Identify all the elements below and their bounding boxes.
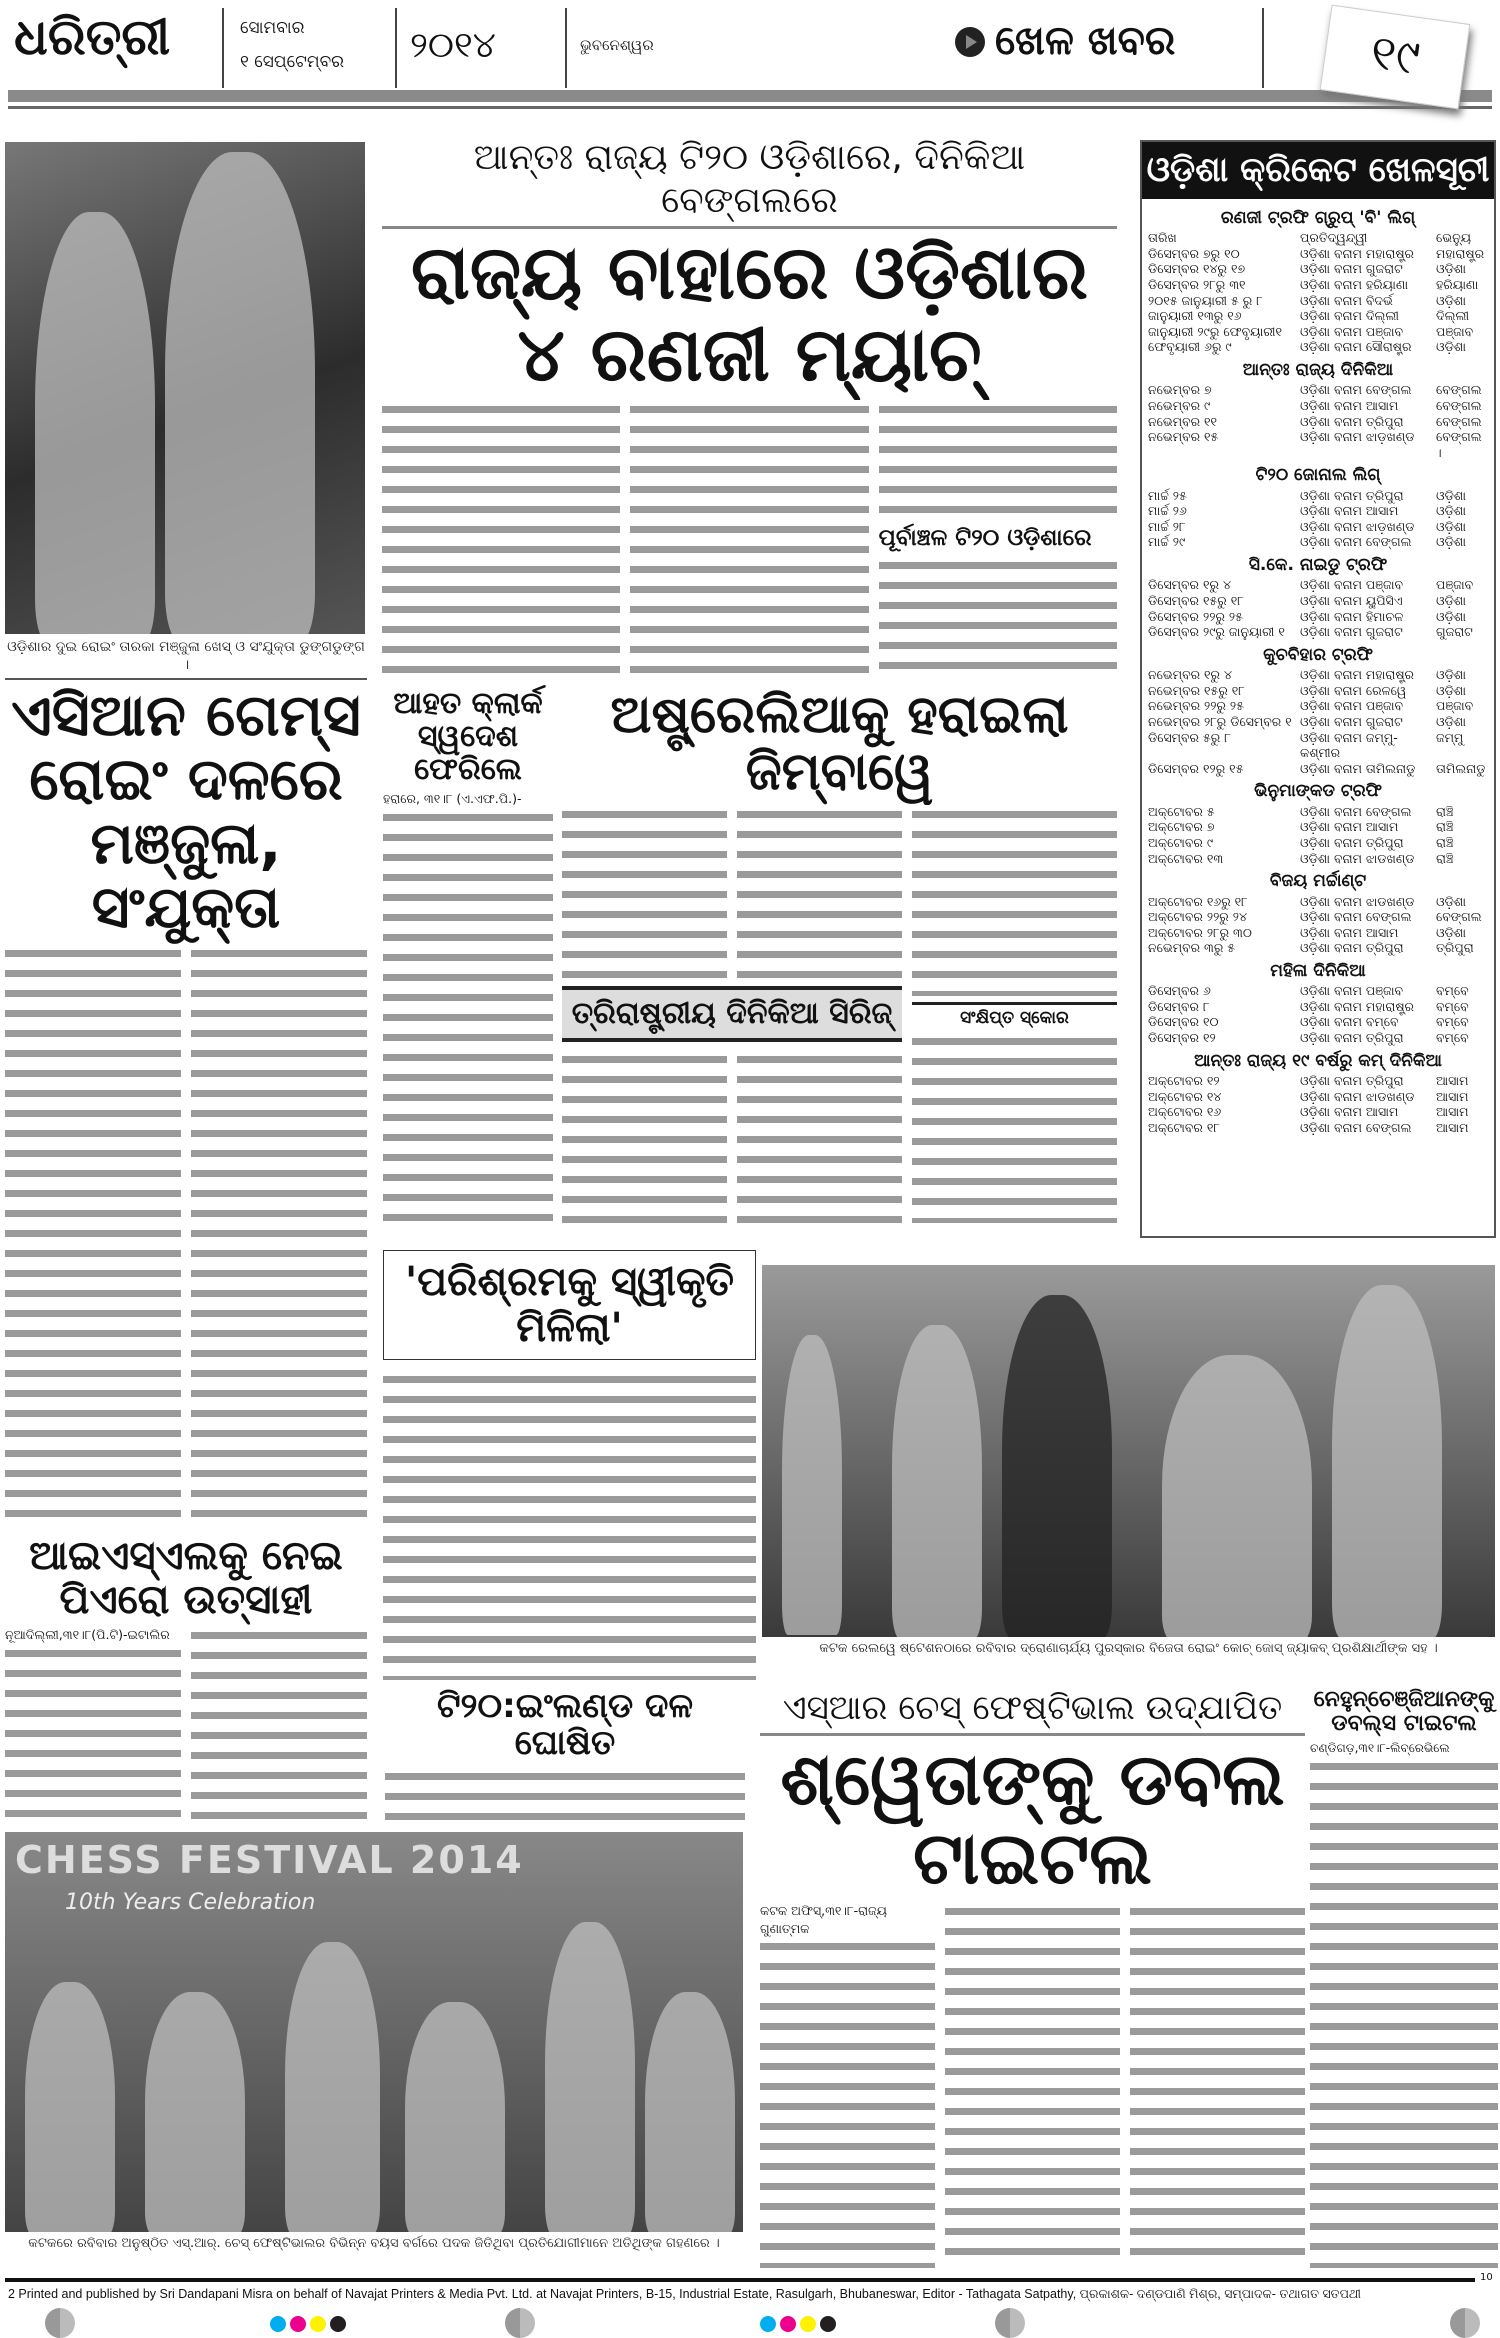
zimbabwe-story — [562, 683, 1117, 1223]
schedule-fixture: ଓଡ଼ିଶା ବନାମ ଆସାମ — [1300, 503, 1399, 519]
schedule-row — [1142, 593, 1494, 609]
schedule-date: ନଭେମ୍ବର ୧୫ — [1148, 429, 1219, 445]
schedule-venue: ଜମ୍ମୁ — [1436, 729, 1464, 745]
date: ୧ ସେପ୍ଟେମ୍ବର — [240, 52, 345, 72]
zimbabwe-body-col1b — [562, 1050, 727, 1223]
color-swatch — [310, 2316, 326, 2332]
schedule-fixture: ଓଡ଼ିଶା ବନାମ ଝାଡ଼ଖଣ୍ଡ — [1300, 429, 1415, 445]
schedule-row — [1142, 398, 1494, 414]
schedule-fixture: ଓଡ଼ିଶା ବନାମ ଆସାମ — [1300, 397, 1399, 413]
tennis-headline: ନେହୁନ୍‌ଚେଞ୍ଜିଆନଙ୍କୁ ଡବଲ୍ସ ଟାଇଟଲ — [1313, 1687, 1495, 1737]
schedule-venue: ଆସାମ — [1436, 1088, 1469, 1104]
color-swatch — [800, 2316, 816, 2332]
schedule-fixture: ଓଡ଼ିଶା ବନାମ ଝାଡଖଣ୍ଡ — [1300, 893, 1415, 909]
lead-kicker: ଆନ୍ତଃ ରାଜ୍ୟ ଟି୨୦ ଓଡ଼ିଶାରେ, ଦିନିକିଆ ବେଙ୍ଗଲରେ — [473, 137, 1026, 222]
schedule-venue: ଓଡ଼ିଶା — [1436, 534, 1467, 550]
zimbabwe-body-col3 — [912, 805, 1117, 996]
clarke-body — [383, 808, 553, 1224]
schedule-row — [1142, 429, 1494, 460]
schedule-fixture: ଓଡ଼ିଶା ବନାମ ବେଙ୍ଗଲ — [1300, 803, 1412, 819]
zimbabwe-body-col1 — [562, 805, 727, 978]
scorebox-title: ସଂକ୍ଷିପ୍ତ ସ୍କୋର — [912, 1002, 1117, 1032]
schedule-fixture: ଓଡ଼ିଶା ବନାମ ବେଙ୍ଗଲ — [1300, 534, 1412, 550]
schedule-row — [1142, 999, 1494, 1015]
schedule-fixture: ଓଡ଼ିଶା ବନାମ ହରିୟାଣା — [1300, 276, 1409, 292]
tennis-dateline: ଚଣ୍ଡିଗଡ଼,୩୧।୮-ଲିବ୍ରେଭିଲେ — [1310, 1741, 1450, 1756]
schedule-date: ଡିସେମ୍ବର ୧ରୁ ୪ — [1148, 577, 1231, 593]
schedule-fixture: ଓଡ଼ିଶା ବନାମ ଆସାମ — [1300, 924, 1399, 940]
isl-headline: ଆଇଏସ୍‌ଏଲକୁ ନେଇ ପିଏରୋ ଉତ୍ସାହୀ — [29, 1533, 343, 1624]
schedule-row — [1142, 819, 1494, 835]
schedule-date: ଅକ୍ଟୋବର ୨୮ରୁ ୩୦ — [1148, 924, 1252, 940]
schedule-date: ଜାନୁୟାରୀ ୨୯ରୁ ଫେବୃୟାରୀ୧ — [1148, 323, 1282, 339]
schedule-section-title: ମହିଳା ଦିନିକିଆ — [1270, 960, 1366, 981]
schedule-row — [1142, 534, 1494, 550]
color-swatch — [290, 2316, 306, 2332]
schedule-date: ଡିସେମ୍ବର ୧୪ରୁ ୧୭ — [1148, 261, 1246, 277]
schedule-date: ମାର୍ଚ୍ଚ ୨୯ — [1148, 534, 1186, 550]
schedule-fixture: ଓଡ଼ିଶା ବନାମ ଜମ୍ମୁ-କଶ୍ମୀର — [1300, 729, 1398, 761]
clarke-story — [383, 683, 553, 1223]
left-column — [5, 142, 367, 1822]
schedule-row — [1142, 714, 1494, 730]
schedule-row — [1142, 488, 1494, 504]
schedule-body — [1142, 199, 1494, 1136]
schedule-fixture: ଓଡ଼ିଶା ବନାମ ଝାଡଖଣ୍ଡ — [1300, 850, 1415, 866]
schedule-venue: ବମ୍ବେ — [1436, 998, 1469, 1014]
award-story — [383, 1250, 756, 1680]
asian-games-body — [5, 944, 181, 1531]
schedule-fixture: ଓଡ଼ିଶା ବନାମ ଦିଲ୍ଲୀ — [1300, 308, 1399, 324]
england-story — [385, 1688, 745, 1826]
schedule-venue: ଓଡ଼ିଶା — [1436, 261, 1467, 277]
schedule-row — [1142, 909, 1494, 925]
lead-body-col2 — [630, 400, 868, 676]
schedule-title: ଓଡ଼ିଶା କ୍ରିକେଟ ଖେଳସୂଚୀ — [1142, 142, 1494, 199]
schedule-venue: ହରିୟାଣା — [1436, 276, 1479, 292]
schedule-date: ଅକ୍ଟୋବର ୧୬ — [1148, 1104, 1222, 1120]
isl-body-col2 — [191, 1626, 367, 1822]
schedule-venue: ଆସାମ — [1436, 1073, 1469, 1089]
schedule-venue: ବେଙ୍ଗଲ — [1436, 382, 1482, 398]
schedule-fixture: ଓଡ଼ିଶା ବନାମ ବିଦର୍ଭ — [1300, 292, 1393, 308]
schedule-date: ଅକ୍ଟୋବର ୨୨ରୁ ୨୪ — [1148, 909, 1247, 925]
schedule-fixture: ଓଡ଼ିଶା ବନାମ ମହାରାଷ୍ଟ୍ର — [1300, 667, 1415, 683]
schedule-row — [1142, 698, 1494, 714]
schedule-row — [1142, 667, 1494, 683]
schedule-section-title: କୁଚବିହାର ଟ୍ରଫି — [1263, 644, 1373, 665]
page-marker: 10 — [1480, 2272, 1493, 2283]
schedule-venue: ମହାରାଷ୍ଟ୍ର — [1436, 245, 1485, 261]
schedule-venue: ଗୁଜରାଟ — [1436, 624, 1473, 640]
schedule-date: ଡିସେମ୍ବର ୧୨ରୁ ୧୫ — [1148, 760, 1244, 776]
schedule-date: ଫେବୃୟାରୀ ୬ରୁ ୯ — [1148, 339, 1232, 355]
asian-games-headline: ଏସିଆନ ଗେମ୍ସ ରୋଇଂ ଦଳରେ ମଞ୍ଜୁଳା, ସଂଯୁକ୍ତା — [11, 681, 361, 941]
schedule-row — [1142, 308, 1494, 324]
schedule-venue: ବମ୍ବେ — [1436, 983, 1469, 999]
rowers-photo-caption: ଓଡ଼ିଶାର ଦୁଇ ରୋଇଂ ତାରକା ମଞ୍ଜୁଳା ଖେସ୍ ଓ ସଂଯୁକ୍ତା ଡୁଙ୍ଗଡୁଙ୍ଗ । — [7, 639, 365, 674]
schedule-row — [1142, 851, 1494, 867]
chess-photo-block — [5, 1832, 743, 2278]
schedule-date: ଅକ୍ଟୋବର ୧୮ — [1148, 1119, 1220, 1135]
schedule-date: ଡିସେମ୍ବର ୬ — [1148, 983, 1211, 999]
schedule-row — [1142, 940, 1494, 956]
schedule-venue: ଓଡ଼ିଶା — [1436, 682, 1467, 698]
asian-games-body-col2 — [191, 944, 367, 1531]
schedule-venue: ଓଡ଼ିଶା — [1436, 339, 1467, 355]
chess-body-col1 — [760, 1937, 935, 2268]
day: ସୋମବାର — [240, 18, 305, 38]
isl-body — [5, 1644, 181, 1822]
schedule-date: ଅକ୍ଟୋବର ୫ — [1148, 803, 1215, 819]
schedule-venue: ଓଡ଼ିଶା — [1436, 593, 1467, 609]
schedule-date: ନଭେମ୍ବର ୧୧ — [1148, 413, 1218, 429]
schedule-venue: ପଞ୍ଜାବ — [1436, 698, 1474, 714]
clarke-dateline: ହରାରେ, ୩୧।୮ (ଏ.ଏଫ.ପି.)- — [383, 791, 522, 806]
schedule-header-row — [1142, 230, 1494, 246]
lead-body-col3b — [879, 556, 1117, 676]
schedule-date: ମାର୍ଚ୍ଚ ୨୫ — [1148, 487, 1187, 503]
chess-photo-caption: କଟକରେ ରବିବାର ଅନୁଷ୍ଠିତ ଏସ୍.ଆର୍. ଚେସ୍ ଫେଷ୍ଟିଭାଲର ବିଭିନ୍ନ ବୟସ ବର୍ଗରେ ପଦକ ଜିତିଥିବା ପ୍ରତିଯୋଗୀମାନେ ଅତିଥିଙ୍କ ଗହଣରେ । — [28, 2236, 720, 2251]
schedule-date: ଅକ୍ଟୋବର ୧୬ରୁ ୧୮ — [1148, 893, 1248, 909]
schedule-venue: ପଞ୍ଜାବ — [1436, 323, 1474, 339]
registration-circle — [505, 2308, 535, 2338]
award-headline-box — [383, 1250, 756, 1360]
schedule-fixture: ଓଡ଼ିଶା ବନାମ ପଞ୍ଜାବ — [1300, 698, 1404, 714]
schedule-venue: ରାଞ୍ଚି — [1436, 803, 1454, 819]
schedule-venue: ପଞ୍ଜାବ — [1436, 577, 1474, 593]
schedule-fixture: ଓଡ଼ିଶା ବନାମ ସୌରାଷ୍ଟ୍ର — [1300, 339, 1412, 355]
lead-headline: ରାଜ୍ୟ ବାହାରେ ଓଡ଼ିଶାର ୪ ରଣଜୀ ମ୍ୟାଚ୍ — [411, 230, 1088, 398]
schedule-fixture: ଓଡ଼ିଶା ବନାମ ମହାରାଷ୍ଟ୍ର — [1300, 245, 1415, 261]
schedule-row — [1142, 1120, 1494, 1136]
coach-photo-caption: କଟକ ରେଲୱେ ଷ୍ଟେଶନଠାରେ ରବିବାର ଦ୍ରୋଣାଚାର୍ଯ୍ୟ ପୁରସ୍କାର ବିଜେତା ରୋଇଂ କୋଚ୍ ଜୋସ୍ ଜ୍ୟାକବ୍ ପ୍ରଶିକ୍ଷାର୍ଥୀଙ୍କ ସହ । — [819, 1641, 1438, 1656]
schedule-date: ମାର୍ଚ୍ଚ ୨୬ — [1148, 503, 1187, 519]
schedule-date: ନଭେମ୍ବର ୯ — [1148, 397, 1211, 413]
schedule-section-title: ଆନ୍ତଃ ରାଜ୍ୟ ୧୯ ବର୍ଷରୁ କମ୍ ଦିନିକିଆ — [1194, 1050, 1442, 1071]
schedule-row — [1142, 683, 1494, 699]
zimbabwe-body-col2b — [737, 1050, 902, 1223]
schedule-fixture: ଓଡ଼ିଶା ବନାମ ହିମାଚଳ — [1300, 608, 1404, 624]
schedule-section-title: ଭିନୁମାଙ୍କଡ ଟ୍ରଫି — [1254, 781, 1382, 802]
scorebox-body — [912, 1032, 1117, 1223]
schedule-row — [1142, 1030, 1494, 1046]
year: ୨୦୧୪ — [410, 25, 496, 66]
lead-subhead: ପୂର୍ବାଞ୍ଚଳ ଟି୨୦ ଓଡ଼ିଶାରେ — [878, 524, 1092, 551]
chess-body-col2 — [945, 1902, 1120, 2268]
schedule-venue: ଦିଲ୍ଲୀ — [1436, 308, 1470, 324]
schedule-fixture: ଓଡ଼ିଶା ବନାମ ଗୁଜରାଟ — [1300, 714, 1403, 729]
schedule-row — [1142, 503, 1494, 519]
schedule-fixture: ଓଡ଼ିଶା ବନାମ ପଞ୍ଜାବ — [1300, 577, 1404, 593]
schedule-fixture: ଓଡ଼ିଶା ବନାମ ଝାଡ଼ଖଣ୍ଡ — [1300, 518, 1415, 534]
schedule-venue: ଆସାମ — [1436, 1119, 1469, 1135]
schedule-fixture: ଓଡ଼ିଶା ବନାମ ଗୁଜରାଟ — [1300, 624, 1403, 640]
schedule-date: ଡିସେମ୍ବର ୧୨ — [1148, 1030, 1216, 1046]
schedule-venue: ଓଡ଼ିଶା — [1436, 503, 1467, 519]
schedule-row — [1142, 1104, 1494, 1120]
schedule-row — [1142, 324, 1494, 340]
tennis-body — [1310, 1757, 1498, 2268]
newspaper-logo: ଧରିତ୍ରୀ — [14, 8, 171, 66]
schedule-fixture: ଓଡ଼ିଶା ବନାମ ବମ୍ବେ — [1300, 1014, 1399, 1030]
city: ଭୁବନେଶ୍ୱର — [580, 36, 654, 54]
schedule-venue: ତ୍ରିପୁରା — [1436, 940, 1474, 956]
schedule-date: ଡିସେମ୍ବର ୧୫ରୁ ୧୮ — [1148, 593, 1244, 609]
chess-dateline: କଟକ ଅଫିସ୍,୩୧।୮-ରାଜ୍ୟ ଗୁଣାତ୍ମକ — [760, 1903, 887, 1936]
schedule-date: ଡିସେମ୍ବର ୭ରୁ ୧୦ — [1148, 245, 1240, 261]
schedule-date: ଡିସେମ୍ବର ୫ରୁ ୮ — [1148, 729, 1231, 745]
color-swatch — [780, 2316, 796, 2332]
schedule-row — [1142, 609, 1494, 625]
schedule-fixture: ଓଡ଼ିଶା ବନାମ ଆସାମ — [1300, 819, 1399, 835]
header-rule-thin — [8, 106, 1492, 109]
schedule-fixture: ଓଡ଼ିଶା ବନାମ ତ୍ରିପୁରା — [1300, 1073, 1404, 1089]
schedule-venue: ଓଡ଼ିଶା — [1436, 608, 1467, 624]
schedule-venue: ବମ୍ବେ — [1436, 1030, 1469, 1046]
schedule-date: ଡିସେମ୍ବର ୧୦ — [1148, 1014, 1219, 1030]
chess-banner-text-2: 10th Years Celebration — [65, 1890, 316, 1915]
schedule-fixture: ଓଡ଼ିଶା ବନାମ ବେଙ୍ଗଲ — [1300, 909, 1412, 925]
schedule-fixture: ଓଡ଼ିଶା ବନାମ ତ୍ରିପୁରା — [1300, 940, 1404, 956]
chess-story — [760, 1688, 1305, 2268]
page-number: ୧୯ — [1320, 5, 1471, 110]
zimbabwe-headline: ଅଷ୍ଟ୍ରେଲିଆକୁ ହରାଇଲା ଜିମ୍ବାୱେ — [610, 685, 1069, 803]
schedule-venue: ରାଞ୍ଚି — [1436, 819, 1454, 835]
schedule-row — [1142, 835, 1494, 851]
schedule-row — [1142, 414, 1494, 430]
chess-festival-photo — [5, 1832, 743, 2232]
schedule-row — [1142, 577, 1494, 593]
play-bullet-icon — [955, 27, 985, 57]
schedule-row — [1142, 246, 1494, 262]
lead-story — [382, 136, 1117, 676]
schedule-venue: ବେଙ୍ଗଲ — [1436, 413, 1482, 429]
schedule-row — [1142, 1014, 1494, 1030]
schedule-venue: ରାଞ୍ଚି — [1436, 834, 1454, 850]
cricket-schedule — [1140, 140, 1496, 1238]
schedule-venue: ତାମିଲନାଡୁ — [1436, 760, 1486, 776]
registration-circle — [1450, 2308, 1480, 2338]
schedule-venue: ବେଙ୍ଗଲ — [1436, 909, 1482, 925]
schedule-fixture: ଓଡ଼ିଶା ବନାମ ମହାରାଷ୍ଟ୍ର — [1300, 998, 1415, 1014]
schedule-date: ଅକ୍ଟୋବର ୯ — [1148, 834, 1214, 850]
imprint: 2 Printed and published by Sri Dandapani Misra on behalf of Navajat Printers & Media Pvt. Ltd. at Navajat Printers, B-15, Industrial Estate, Rasulgarh, Bhubaneswar, Editor - Tathagata Satpathy, ପ୍ରକାଶକ- ଦଣ୍ଡପାଣି ମିଶ୍ର, ସମ୍ପାଦକ- ତଥାଗତ ସତପଥୀ — [8, 2287, 1362, 2301]
schedule-date: ଡିସେମ୍ବର ୨୮ରୁ ୩୧ — [1148, 276, 1246, 292]
england-headline: ଟି୨୦:ଇଂଲଣ୍ଡ ଦଳ ଘୋଷିତ — [437, 1686, 693, 1764]
schedule-section-title: ସି.କେ. ନାଇଡୁ ଟ୍ରଫି — [1248, 555, 1388, 576]
schedule-date: ୨୦୧୫ ଜାନୁୟାରୀ ୫ ରୁ ୮ — [1148, 292, 1263, 308]
schedule-row — [1142, 761, 1494, 777]
section-title: ଖେଳ ଖବର — [995, 18, 1176, 64]
schedule-date: ନଭେମ୍ବର ୩ରୁ ୫ — [1148, 940, 1236, 956]
schedule-fixture: ଓଡ଼ିଶା ବନାମ ଗୁଜରାଟ — [1300, 261, 1403, 277]
england-body — [385, 1767, 745, 1826]
schedule-section-title: ବିଜୟ ମର୍ଚ୍ଚାଣ୍ଟ — [1269, 871, 1367, 892]
schedule-venue: ଓଡ଼ିଶା — [1436, 667, 1467, 683]
schedule-fixture: ଓଡ଼ିଶା ବନାମ ପଞ୍ଜାବ — [1300, 323, 1404, 339]
zimbabwe-body-col2 — [737, 805, 902, 978]
schedule-section-title: ରଣଜୀ ଟ୍ରଫି ଗ୍ରୁପ୍ 'ବି' ଲିଗ୍ — [1220, 207, 1416, 228]
award-headline: 'ପରିଶ୍ରମକୁ ସ୍ୱୀକୃତି ମିଳିଲା' — [404, 1259, 735, 1351]
schedule-date: ଡିସେମ୍ବର ୨୨ରୁ ୨୫ — [1148, 608, 1243, 624]
schedule-venue: ରାଞ୍ଚି — [1436, 850, 1454, 866]
schedule-venue: ଓଡ଼ିଶା — [1436, 487, 1467, 503]
schedule-venue: ଓଡ଼ିଶା — [1436, 292, 1467, 308]
schedule-date: ଅକ୍ଟୋବର ୧୪ — [1148, 1088, 1222, 1104]
schedule-fixture: ଓଡ଼ିଶା ବନାମ ଝାଡଖଣ୍ଡ — [1300, 1088, 1415, 1104]
footer-rule — [5, 2278, 1475, 2282]
clarke-headline: ଆହତ କ୍ଲାର୍କ ସ୍ୱଦେଶ ଫେରିଲେ — [393, 686, 543, 787]
triseries-box: ତ୍ରିରାଷ୍ଟ୍ରୀୟ ଦିନିକିଆ ସିରିଜ୍ — [562, 986, 902, 1042]
schedule-fixture: ଓଡ଼ିଶା ବନାମ ତ୍ରିପୁରା — [1300, 487, 1404, 503]
schedule-row — [1142, 804, 1494, 820]
schedule-row — [1142, 277, 1494, 293]
schedule-section-title: ଆନ୍ତଃ ରାଜ୍ୟ ଦିନିକିଆ — [1242, 359, 1394, 380]
schedule-row — [1142, 261, 1494, 277]
schedule-fixture: ଓଡ଼ିଶା ବନାମ ବେଙ୍ଗଲ — [1300, 1119, 1412, 1135]
schedule-fixture: ଓଡ଼ିଶା ବନାମ ୟୁପିସିଏ — [1300, 593, 1403, 609]
schedule-row — [1142, 1073, 1494, 1089]
schedule-venue: ଓଡ଼ିଶା — [1436, 518, 1467, 534]
schedule-fixture: ଓଡ଼ିଶା ବନାମ ଆସାମ — [1300, 1104, 1399, 1120]
schedule-venue: ଓଡ଼ିଶା — [1436, 893, 1467, 909]
schedule-fixture: ଓଡ଼ିଶା ବନାମ ତାମିଲନାଡୁ — [1300, 760, 1416, 776]
isl-dateline: ନୂଆଦିଲ୍ଲୀ,୩୧।୮(ପି.ଟି)-ଇଟାଲିର — [5, 1627, 170, 1643]
schedule-row — [1142, 624, 1494, 640]
schedule-date: ନଭେମ୍ବର ୨୮ରୁ ଡିସେମ୍ବର ୧ — [1148, 714, 1292, 729]
schedule-date: ନଭେମ୍ବର ୭ — [1148, 382, 1212, 398]
award-body — [383, 1370, 756, 1680]
schedule-venue: ବେଙ୍ଗଲ — [1436, 397, 1482, 413]
schedule-venue: ଭେନ୍ୟୁ — [1436, 230, 1472, 246]
schedule-fixture: ଓଡ଼ିଶା ବନାମ ବେଙ୍ଗଲ — [1300, 382, 1412, 398]
schedule-section-title: ଟି୨୦ ଜୋନାଲ ଲିଗ୍ — [1255, 465, 1381, 486]
schedule-date: ଅକ୍ଟୋବର ୭ — [1148, 819, 1215, 835]
schedule-venue: ବମ୍ବେ — [1436, 1014, 1469, 1030]
schedule-venue: ବେଙ୍ଗଲ । — [1436, 429, 1482, 460]
schedule-fixture: ଓଡ଼ିଶା ବନାମ ପଞ୍ଜାବ — [1300, 983, 1404, 999]
lead-body-col1 — [382, 400, 620, 676]
schedule-row — [1142, 894, 1494, 910]
schedule-row — [1142, 983, 1494, 999]
schedule-fixture: ଓଡ଼ିଶା ବନାମ ତ୍ରିପୁରା — [1300, 413, 1404, 429]
schedule-row — [1142, 382, 1494, 398]
schedule-venue: ଆସାମ — [1436, 1104, 1469, 1120]
schedule-date: ନଭେମ୍ବର ୨୨ରୁ ୨୫ — [1148, 698, 1244, 714]
coach-photo-block — [762, 1265, 1495, 1685]
schedule-row — [1142, 293, 1494, 309]
schedule-row — [1142, 730, 1494, 761]
schedule-row — [1142, 925, 1494, 941]
schedule-fixture: ଓଡ଼ିଶା ବନାମ ତ୍ରିପୁରା — [1300, 834, 1404, 850]
lead-body-col3 — [879, 400, 1117, 520]
color-swatch — [270, 2316, 286, 2332]
color-swatch — [330, 2316, 346, 2332]
tennis-story — [1310, 1688, 1498, 2268]
coach-group-photo — [762, 1265, 1495, 1637]
registration-circle — [995, 2308, 1025, 2338]
schedule-date: ଅକ୍ଟୋବର ୧୩ — [1148, 850, 1224, 866]
schedule-date: ଡିସେମ୍ବର ୨୯ରୁ ଜାନୁୟାରୀ ୧ — [1148, 624, 1285, 640]
chess-kicker: ଏସ୍‌ଆର ଚେସ୍ ଫେଷ୍ଟିଭାଲ ଉଦ୍‌ଯାପିତ — [782, 1688, 1283, 1728]
schedule-date: ଜାନୁୟାରୀ ୧୩ରୁ ୧୬ — [1148, 308, 1242, 324]
chess-headline: ଶ୍ୱେତାଙ୍କୁ ଡବଲ ଟାଇଟଲ — [780, 1736, 1285, 1900]
schedule-date: ତାରିଖ — [1148, 230, 1177, 246]
schedule-row — [1142, 339, 1494, 355]
color-swatch — [760, 2316, 776, 2332]
schedule-fixture: ଓଡ଼ିଶା ବନାମ ତ୍ରିପୁରା — [1300, 1030, 1404, 1046]
schedule-row — [1142, 519, 1494, 535]
registration-circle — [45, 2308, 75, 2338]
schedule-date: ଅକ୍ଟୋବର ୧୨ — [1148, 1073, 1220, 1089]
rowers-photo — [5, 142, 365, 634]
schedule-row — [1142, 1089, 1494, 1105]
chess-banner-text: CHESS FESTIVAL 2014 — [15, 1838, 524, 1882]
schedule-fixture: ଓଡ଼ିଶା ବନାମ ରେଳୱେ — [1300, 682, 1407, 698]
schedule-date: ନଭେମ୍ବର ୧୫ରୁ ୧୮ — [1148, 682, 1245, 698]
chess-body-col3 — [1130, 1902, 1305, 2268]
schedule-date: ନଭେମ୍ବର ୧ରୁ ୪ — [1148, 667, 1233, 683]
schedule-venue: ଓଡ଼ିଶା — [1436, 714, 1467, 729]
color-swatch — [820, 2316, 836, 2332]
schedule-fixture: ପ୍ରତିଦ୍ୱନ୍ଦ୍ୱୀ — [1300, 230, 1368, 246]
schedule-date: ଡିସେମ୍ବର ୮ — [1148, 998, 1210, 1014]
schedule-venue: ଓଡ଼ିଶା — [1436, 924, 1467, 940]
header-rule — [8, 90, 1492, 102]
schedule-date: ମାର୍ଚ୍ଚ ୨୮ — [1148, 518, 1186, 534]
